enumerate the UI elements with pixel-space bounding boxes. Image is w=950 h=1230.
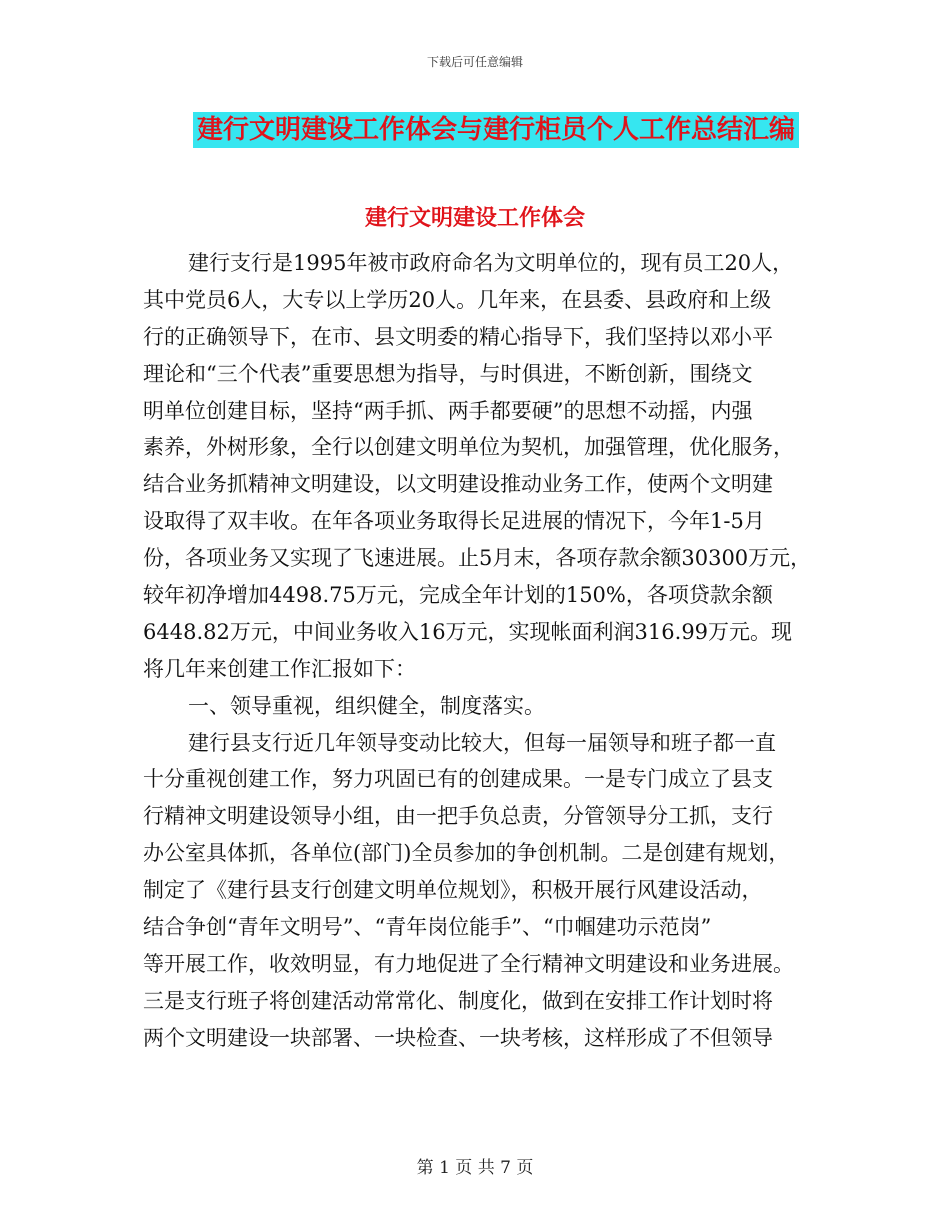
paragraph-line: 明单位创建目标，坚持“两手抓、两手都要硬”的思想不动摇，内强 [143, 398, 753, 423]
paragraph-line: 将几年来创建工作汇报如下： [143, 656, 416, 681]
paragraph-line: 建行支行是1995年被市政府命名为文明单位的，现有员工20人， [188, 251, 794, 275]
paragraph-line: 制定了《建行县支行创建文明单位规划》，积极开展行风建设活动， [143, 878, 763, 903]
paragraph-line: 结合争创“青年文明号”、“青年岗位能手”、“巾帼建功示范岗” [143, 915, 712, 940]
paragraph-line: 较年初净增加4498.75万元，完成全年计划的150%，各项贷款余额 [143, 583, 773, 608]
paragraph-line: 结合业务抓精神文明建设，以文明建设推动业务工作，使两个文明建 [143, 472, 773, 497]
paragraph-line: 理论和“三个代表”重要思想为指导，与时俱进，不断创新，围绕文 [143, 361, 753, 386]
header-note: 下载后可任意编辑 [426, 55, 523, 69]
paragraph-line: 两个文明建设一块部署、一块检查、一块考核，这样形成了不但领导 [143, 1025, 773, 1050]
paragraph-line: 建行县支行近几年领导变动比较大，但每一届领导和班子都一直 [188, 730, 776, 755]
paragraph-line: 行精神文明建设领导小组，由一把手负总责，分管领导分工抓，支行 [143, 804, 773, 829]
page-footer: 第 1 页 共 7 页 [416, 1158, 534, 1178]
body-text [143, 245, 833, 1057]
paragraph-line: 素养，外树形象，全行以创建文明单位为契机，加强管理，优化服务， [143, 435, 794, 460]
main-title: 建行文明建设工作体会与建行柜员个人工作总结汇编 [193, 112, 799, 148]
paragraph-line: 设取得了双丰收。在年各项业务取得长足进展的情况下，今年1-5月 [143, 509, 765, 534]
paragraph-line: 十分重视创建工作，努力巩固已有的创建成果。一是专门成立了县支 [143, 767, 773, 792]
paragraph-line: 份，各项业务又实现了飞速进展。止5月末，各项存款余额30300万元， [143, 546, 812, 571]
paragraph-line: 行的正确领导下，在市、县文明委的精心指导下，我们坚持以邓小平 [143, 324, 773, 349]
section-heading: 一、领导重视，组织健全，制度落实。 [188, 693, 545, 718]
paragraph-line: 6448.82万元，中间业务收入16万元，实现帐面利润316.99万元。现 [143, 619, 793, 644]
paragraph-line: 其中党员6人，大专以上学历20人。几年来，在县委、县政府和上级 [143, 287, 772, 312]
section-title: 建行文明建设工作体会 [364, 205, 585, 231]
paragraph-line: 办公室具体抓，各单位(部门)全员参加的争创机制。二是创建有规划， [143, 841, 790, 866]
paragraph-line: 三是支行班子将创建活动常常化、制度化，做到在安排工作计划时将 [143, 988, 773, 1013]
paragraph-line: 等开展工作，收效明显，有力地促进了全行精神文明建设和业务进展。 [143, 951, 794, 976]
